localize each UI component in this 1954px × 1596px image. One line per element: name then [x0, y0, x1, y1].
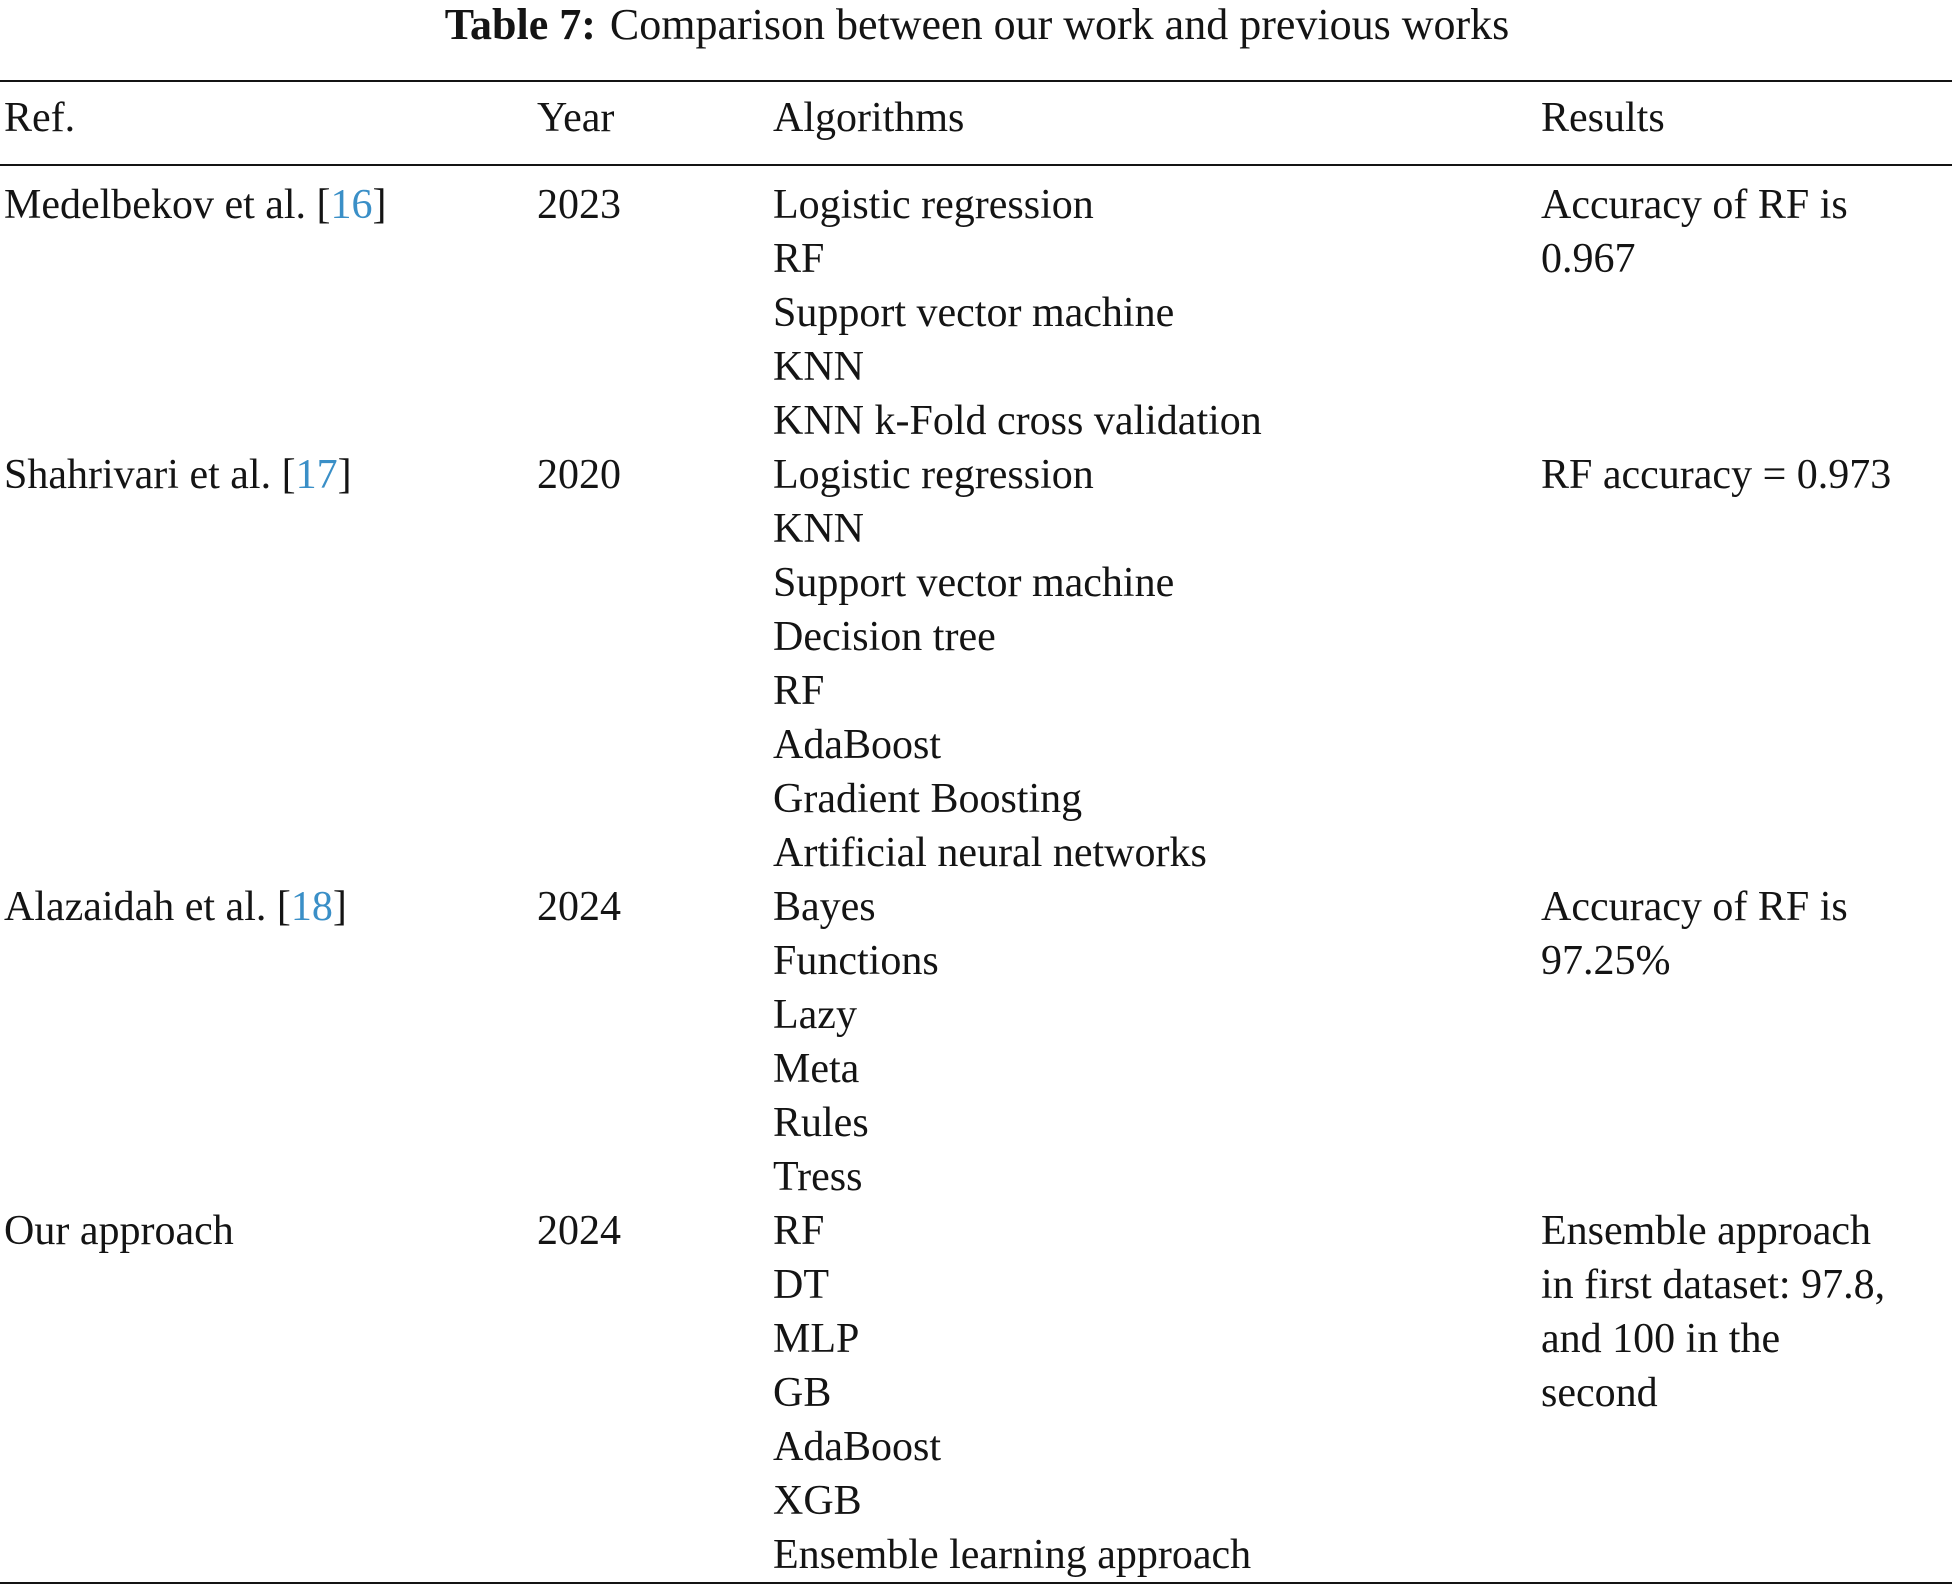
table-row [0, 880, 1952, 1204]
citation-link[interactable]: 17 [295, 452, 338, 498]
ref-close: ] [337, 452, 352, 498]
algorithm-item: AdaBoost [773, 1424, 941, 1470]
algorithm-item: Artificial neural networks [773, 830, 1207, 876]
table-row [0, 448, 1952, 880]
algorithm-item: Logistic regression [773, 452, 1094, 498]
algorithm-item: GB [773, 1370, 832, 1416]
algorithm-item: XGB [773, 1478, 862, 1524]
ref-text: Medelbekov et al. [ [4, 182, 331, 228]
header-year: Year [537, 95, 615, 141]
year-cell: 2020 [537, 452, 621, 498]
result-line: Accuracy of RF is [1541, 884, 1848, 930]
ref-text: Our approach [4, 1208, 234, 1254]
year-cell: 2024 [537, 1208, 621, 1254]
ref-cell [0, 880, 533, 1204]
algorithm-item: Lazy [773, 992, 857, 1038]
citation-link[interactable]: 18 [290, 884, 333, 930]
table-caption [0, 0, 1954, 50]
algorithm-item: DT [773, 1262, 829, 1308]
algorithm-item: KNN k-Fold cross validation [773, 398, 1262, 444]
algorithm-item: MLP [773, 1316, 860, 1362]
ref-cell [0, 165, 533, 448]
algorithm-item: Tress [773, 1154, 863, 1200]
algorithms-cell [769, 165, 1537, 448]
algorithm-item: Logistic regression [773, 182, 1094, 228]
table-caption-label: Table 7: [444, 0, 596, 49]
algorithms-cell [769, 1204, 1537, 1583]
algorithm-item: Decision tree [773, 614, 996, 660]
result-line: 0.967 [1541, 236, 1636, 282]
result-line: Accuracy of RF is [1541, 182, 1848, 228]
table-caption-text: Comparison between our work and previous works [609, 0, 1510, 49]
results-cell [1537, 880, 1952, 1204]
results-cell [1537, 448, 1952, 880]
results-cell [1537, 1204, 1952, 1583]
algorithms-cell [769, 880, 1537, 1204]
algorithm-item: RF [773, 668, 825, 714]
ref-text: Alazaidah et al. [ [4, 884, 291, 930]
algorithm-item: Support vector machine [773, 290, 1175, 336]
result-line: Ensemble approach [1541, 1208, 1872, 1254]
algorithm-item: Support vector machine [773, 560, 1175, 606]
table-row [0, 165, 1952, 448]
ref-close: ] [372, 182, 387, 228]
algorithms-cell [769, 448, 1537, 880]
algorithm-item: Functions [773, 938, 939, 984]
algorithm-item: Bayes [773, 884, 876, 930]
table-header-row [0, 81, 1952, 165]
ref-cell [0, 448, 533, 880]
ref-close: ] [332, 884, 347, 930]
result-line: second [1541, 1370, 1658, 1416]
header-algorithms: Algorithms [773, 95, 965, 141]
algorithm-item: Gradient Boosting [773, 776, 1083, 822]
result-line: RF accuracy = 0.973 [1541, 452, 1892, 498]
ref-text: Shahrivari et al. [ [4, 452, 296, 498]
comparison-table [0, 80, 1952, 1584]
header-results: Results [1541, 95, 1665, 141]
ref-cell [0, 1204, 533, 1583]
results-cell [1537, 165, 1952, 448]
algorithm-item: KNN [773, 344, 864, 390]
algorithm-item: RF [773, 1208, 825, 1254]
algorithm-item: Rules [773, 1100, 869, 1146]
algorithm-item: RF [773, 236, 825, 282]
result-line: and 100 in the [1541, 1316, 1781, 1362]
algorithm-item: Ensemble learning approach [773, 1532, 1252, 1578]
year-cell: 2024 [537, 884, 621, 930]
table-row [0, 1204, 1952, 1583]
citation-link[interactable]: 16 [330, 182, 373, 228]
year-cell: 2023 [537, 182, 621, 228]
algorithm-item: AdaBoost [773, 722, 941, 768]
result-line: in first dataset: 97.8, [1541, 1262, 1886, 1308]
algorithm-item: KNN [773, 506, 864, 552]
algorithm-item: Meta [773, 1046, 860, 1092]
header-ref: Ref. [4, 95, 76, 141]
result-line: 97.25% [1541, 938, 1671, 984]
